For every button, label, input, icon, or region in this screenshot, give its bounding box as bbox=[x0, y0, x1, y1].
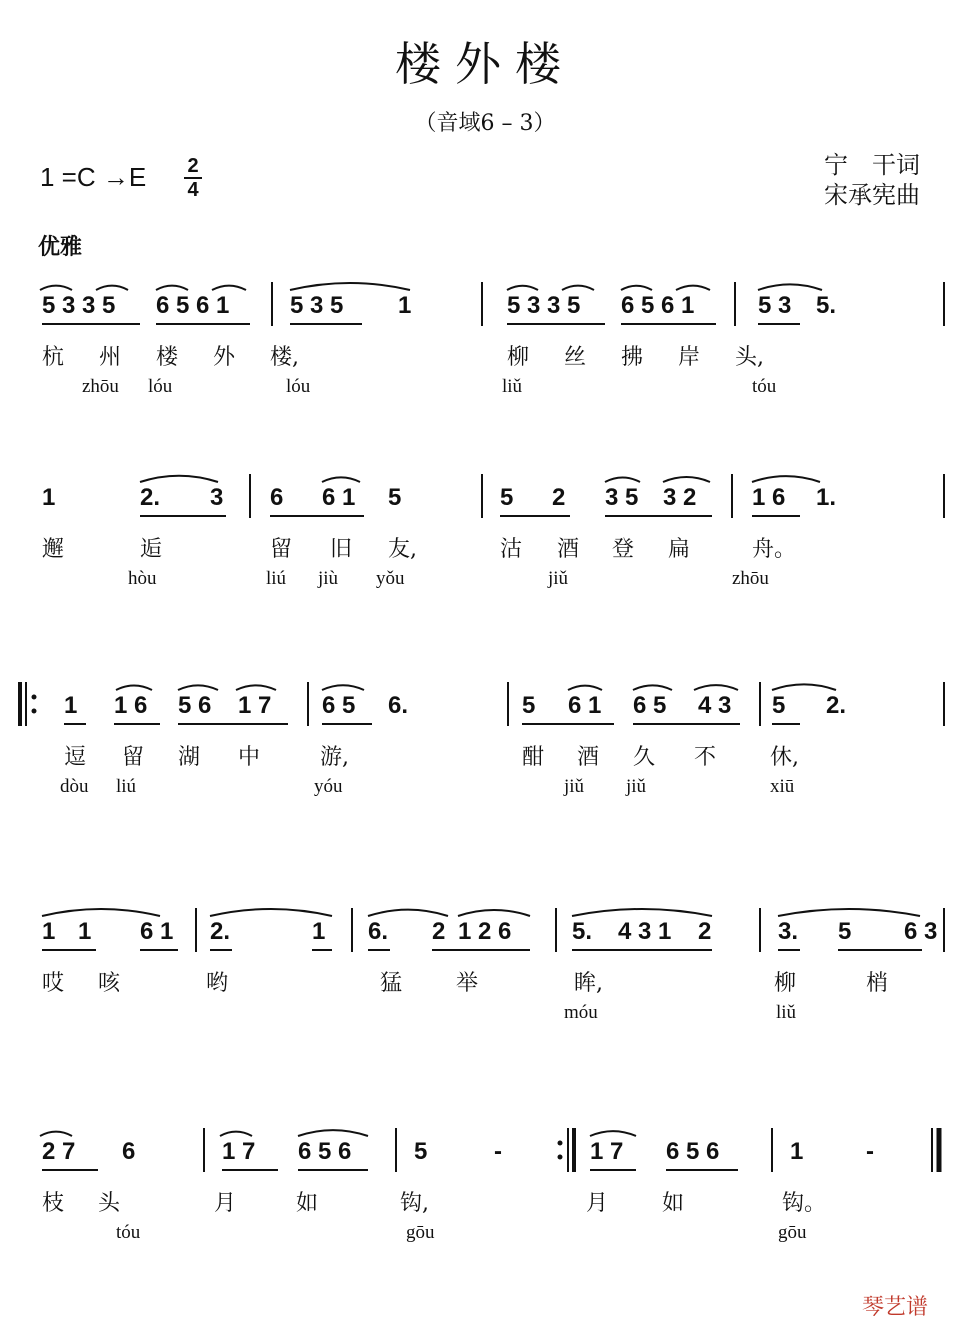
note-group: 5 bbox=[838, 918, 852, 945]
slur-mark bbox=[778, 909, 920, 916]
lyric-char: 游, bbox=[320, 745, 349, 770]
slur-mark bbox=[663, 477, 710, 482]
lyric-char: 州 bbox=[99, 345, 122, 370]
pinyin-syllable: dòu bbox=[60, 776, 89, 797]
site-logo: 琴艺谱 bbox=[862, 1295, 929, 1320]
note-group: 6 1 bbox=[140, 918, 174, 945]
note-group: 3 bbox=[210, 484, 224, 511]
pinyin-syllable: lóu bbox=[148, 376, 173, 397]
slur-mark bbox=[694, 685, 738, 690]
time-signature bbox=[184, 156, 202, 200]
note-group: 4 3 1 bbox=[618, 918, 672, 945]
pinyin-syllable: gōu bbox=[778, 1222, 807, 1243]
pinyin-syllable: xiū bbox=[770, 776, 795, 797]
slur-mark bbox=[772, 684, 836, 690]
slur-mark bbox=[458, 910, 530, 916]
note-group: 5 3 3 5 bbox=[42, 292, 116, 319]
slur-mark bbox=[140, 476, 218, 482]
lyric-char: 丝 bbox=[564, 345, 587, 370]
note-group: 1 bbox=[42, 918, 56, 945]
note-group: 1 bbox=[790, 1138, 804, 1165]
lyric-char: 留 bbox=[270, 537, 293, 562]
slur-mark bbox=[758, 284, 822, 290]
lyric-char: 钩。 bbox=[782, 1191, 827, 1216]
slur-mark bbox=[96, 286, 128, 290]
slur-mark bbox=[590, 1131, 636, 1136]
pinyin-syllable: liǔ bbox=[502, 376, 523, 397]
note-group: 2. bbox=[140, 484, 161, 511]
vocal-range: （音域6 – 3） bbox=[414, 111, 556, 136]
lyric-char: 柳 bbox=[507, 345, 530, 370]
slur-mark bbox=[568, 686, 602, 690]
note-group: 6 5 6 1 bbox=[621, 292, 695, 319]
lyric-char: 久 bbox=[633, 745, 656, 770]
credits bbox=[808, 150, 920, 210]
note-group: 2 bbox=[698, 918, 712, 945]
pinyin-syllable: gōu bbox=[406, 1222, 435, 1243]
note-group: 5 bbox=[500, 484, 514, 511]
song-title: 楼外楼 bbox=[395, 37, 575, 91]
lyric-char: 酒 bbox=[557, 537, 580, 562]
note-group: 1 bbox=[312, 918, 326, 945]
pinyin-syllable: yǒu bbox=[376, 568, 405, 589]
note-group: 1 7 bbox=[590, 1138, 624, 1165]
repeat-dot bbox=[32, 709, 37, 714]
slur-mark bbox=[212, 286, 246, 290]
composer-credit: 宋承宪曲 bbox=[824, 181, 920, 209]
note-group: 3 2 bbox=[663, 484, 697, 511]
repeat-dot bbox=[558, 1141, 563, 1146]
pinyin-syllable: liú bbox=[266, 568, 287, 589]
slur-mark bbox=[298, 1130, 368, 1136]
slur-mark bbox=[40, 1132, 72, 1136]
lyric-char: 中 bbox=[238, 745, 261, 770]
note-group: 5 6 bbox=[178, 692, 212, 719]
pinyin-syllable: móu bbox=[564, 1002, 598, 1023]
lyric-char: 钩, bbox=[400, 1191, 429, 1216]
lyric-char: 舟。 bbox=[752, 537, 797, 562]
pinyin-syllable: liú bbox=[116, 776, 137, 797]
note-group: 4 3 bbox=[698, 692, 732, 719]
lyric-char: 外 bbox=[213, 345, 236, 370]
slur-mark bbox=[322, 685, 364, 690]
note-group: 1 bbox=[78, 918, 92, 945]
repeat-dot bbox=[558, 1155, 563, 1160]
pinyin-syllable: lóu bbox=[286, 376, 311, 397]
note-group: 6. bbox=[368, 918, 389, 945]
note-group: 6 3 bbox=[904, 918, 938, 945]
slur-mark bbox=[116, 686, 152, 691]
time-numerator: 2 bbox=[187, 155, 199, 177]
tempo-marking: 优雅 bbox=[38, 235, 83, 260]
note-group: 5 bbox=[388, 484, 402, 511]
note-group: 6 5 bbox=[322, 692, 356, 719]
slur-mark bbox=[40, 286, 72, 290]
pinyin-syllable: jiǔ bbox=[564, 776, 585, 797]
note-group: - bbox=[866, 1138, 874, 1165]
slur-mark bbox=[210, 909, 332, 916]
slur-mark bbox=[322, 477, 360, 482]
note-group: 6 1 bbox=[568, 692, 602, 719]
repeat-dot bbox=[32, 695, 37, 700]
slur-mark bbox=[562, 286, 594, 290]
note-group: 3 5 bbox=[605, 484, 639, 511]
note-group: 1 6 bbox=[114, 692, 148, 719]
pinyin-syllable: zhōu bbox=[732, 568, 769, 589]
lyric-char: 友, bbox=[388, 537, 417, 562]
note-group: 6 5 bbox=[633, 692, 667, 719]
slur-mark bbox=[290, 283, 410, 290]
note-group: 1 7 bbox=[238, 692, 272, 719]
lyric-char: 枝 bbox=[42, 1191, 65, 1216]
note-group: 2 bbox=[552, 484, 566, 511]
note-group: 1 bbox=[64, 692, 78, 719]
pinyin-syllable: tóu bbox=[752, 376, 777, 397]
note-group: 6 5 6 1 bbox=[156, 292, 230, 319]
pinyin-syllable: jiǔ bbox=[626, 776, 647, 797]
slur-mark bbox=[220, 1132, 252, 1136]
note-group: 1 bbox=[42, 484, 56, 511]
pinyin-syllable: jiù bbox=[318, 568, 339, 589]
slur-mark bbox=[178, 685, 218, 690]
slur-mark bbox=[507, 286, 538, 290]
note-group: 6. bbox=[388, 692, 409, 719]
note-group: 1 2 6 bbox=[458, 918, 512, 945]
slur-mark bbox=[156, 286, 188, 290]
lyric-char: 梢 bbox=[866, 971, 889, 996]
note-group: 6 bbox=[270, 484, 284, 511]
lyric-char: 哎 bbox=[42, 971, 65, 996]
lyric-char: 沽 bbox=[500, 537, 523, 562]
note-group: 2. bbox=[210, 918, 231, 945]
lyric-char: 月 bbox=[586, 1191, 609, 1216]
slur-mark bbox=[605, 478, 640, 482]
note-group: 1. bbox=[816, 484, 837, 511]
lyric-char: 留 bbox=[122, 745, 145, 770]
lyric-char: 猛 bbox=[380, 971, 403, 996]
note-group: 1 7 bbox=[222, 1138, 256, 1165]
lyricist-credit: 宁 干词 bbox=[824, 151, 920, 179]
note-group: 6 bbox=[122, 1138, 136, 1165]
lyric-char: 登 bbox=[612, 537, 635, 562]
lyric-char: 咳 bbox=[98, 971, 121, 996]
note-group: 1 bbox=[398, 292, 412, 319]
lyric-char: 逅 bbox=[140, 537, 163, 562]
lyric-char: 酒 bbox=[577, 745, 600, 770]
note-group: - bbox=[494, 1138, 502, 1165]
pinyin-syllable: tóu bbox=[116, 1222, 141, 1243]
key-signature: 1 =C →E bbox=[40, 162, 147, 192]
lyric-char: 岸 bbox=[678, 345, 701, 370]
slur-mark bbox=[633, 685, 672, 690]
lyric-char: 旧 bbox=[330, 537, 353, 562]
note-group: 5 3 5 bbox=[290, 292, 344, 319]
note-group: 2. bbox=[826, 692, 847, 719]
lyric-char: 杭 bbox=[42, 345, 65, 370]
note-group: 5. bbox=[572, 918, 593, 945]
slur-mark bbox=[236, 685, 276, 690]
note-group: 5 bbox=[522, 692, 536, 719]
note-group: 5 3 bbox=[758, 292, 792, 319]
lyric-char: 哟 bbox=[206, 971, 229, 996]
lyric-char: 酣 bbox=[522, 745, 545, 770]
note-group: 5. bbox=[816, 292, 837, 319]
pinyin-syllable: jiǔ bbox=[548, 568, 569, 589]
note-group: 6 1 bbox=[322, 484, 356, 511]
lyric-char: 举 bbox=[456, 971, 479, 996]
lyric-char: 休, bbox=[770, 745, 799, 770]
slur-mark bbox=[676, 286, 710, 290]
lyric-char: 眸, bbox=[574, 971, 603, 996]
lyric-char: 湖 bbox=[178, 745, 201, 770]
note-group: 2 bbox=[432, 918, 446, 945]
lyric-char: 如 bbox=[662, 1191, 685, 1216]
note-group: 6 5 6 bbox=[298, 1138, 352, 1165]
lyric-char: 头, bbox=[735, 345, 764, 370]
note-group: 5 3 3 5 bbox=[507, 292, 581, 319]
time-denominator: 4 bbox=[187, 179, 199, 201]
pinyin-syllable: zhōu bbox=[82, 376, 119, 397]
lyric-char: 柳 bbox=[774, 971, 797, 996]
slur-mark bbox=[42, 909, 160, 916]
slur-mark bbox=[621, 286, 652, 290]
lyric-char: 头 bbox=[98, 1191, 121, 1216]
note-group: 1 6 bbox=[752, 484, 786, 511]
lyric-char: 楼, bbox=[270, 345, 299, 370]
note-group: 5 bbox=[772, 692, 786, 719]
lyric-char: 逗 bbox=[64, 745, 87, 770]
note-group: 3. bbox=[778, 918, 799, 945]
lyric-char: 楼 bbox=[156, 345, 179, 370]
lyric-char: 邂 bbox=[42, 537, 65, 562]
lyric-char: 不 bbox=[694, 745, 717, 770]
note-group: 6 5 6 bbox=[666, 1138, 720, 1165]
slur-mark bbox=[368, 910, 448, 916]
lyric-char: 如 bbox=[296, 1191, 319, 1216]
pinyin-syllable: yóu bbox=[314, 776, 343, 797]
lyric-char: 月 bbox=[214, 1191, 237, 1216]
pinyin-syllable: hòu bbox=[128, 568, 157, 589]
slur-mark bbox=[752, 476, 820, 482]
pinyin-syllable: liǔ bbox=[776, 1002, 797, 1023]
note-group: 5 bbox=[414, 1138, 428, 1165]
slur-mark bbox=[572, 909, 712, 916]
note-group: 2 7 bbox=[42, 1138, 76, 1165]
lyric-char: 扁 bbox=[668, 537, 691, 562]
lyric-char: 拂 bbox=[621, 345, 644, 370]
